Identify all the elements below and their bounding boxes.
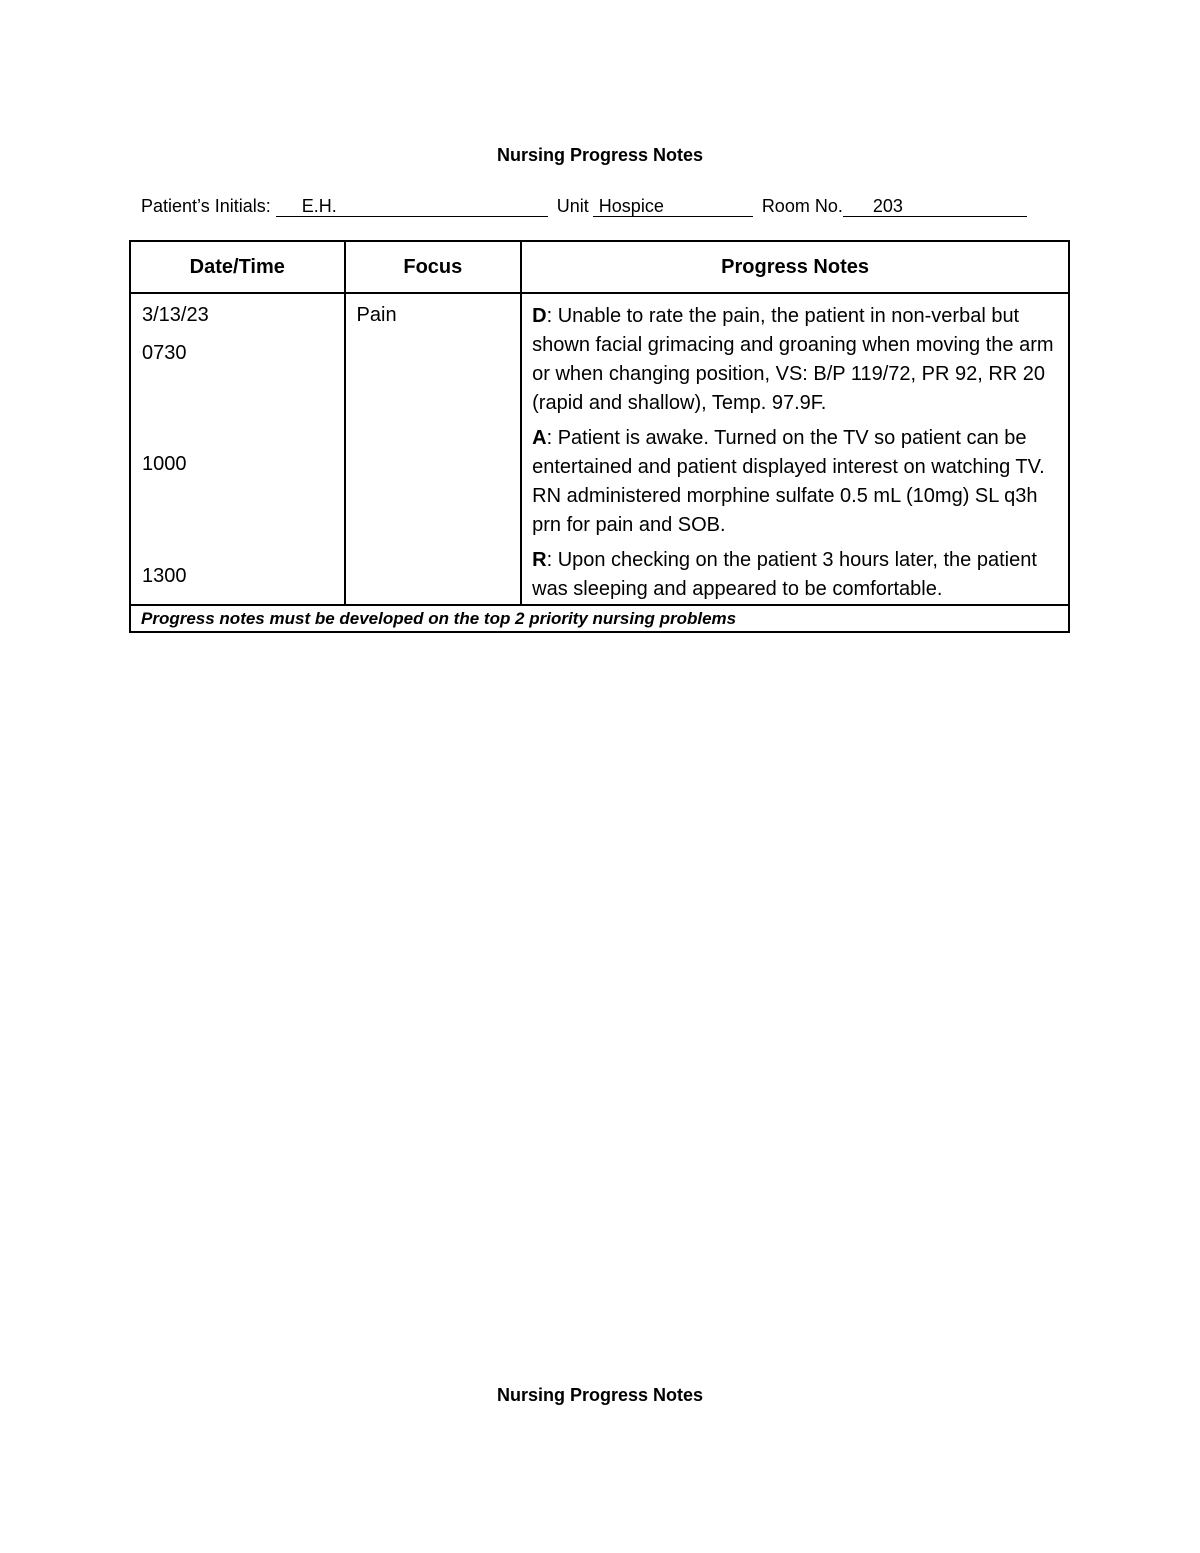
- entry-time-3: 1300: [142, 565, 187, 587]
- table-row: [130, 293, 1069, 605]
- unit-field[interactable]: [593, 196, 753, 217]
- room-label: Room No.: [761, 196, 843, 216]
- progress-notes-table: [129, 240, 1070, 633]
- initials-value: E.H.: [301, 196, 337, 216]
- initials-field[interactable]: [276, 196, 548, 217]
- note-response: [532, 546, 1058, 604]
- note-text-r: : Upon checking on the patient 3 hours later, the patient was sleeping and appeared to be comfortable.: [532, 549, 1037, 600]
- note-text-d: : Unable to rate the pain, the patient in non-verbal but shown facial grimacing and groaning when moving the arm or when changing position, VS: B/P 119/72, PR 92, RR 20 (rapid and shallow), Temp. 97.9F.: [532, 305, 1054, 414]
- date-time-cell: [130, 293, 345, 605]
- header-progress-notes: Progress Notes: [521, 241, 1069, 293]
- note-text-a: : Patient is awake. Turned on the TV so patient can be entertained and patient displayed interest on watching TV. RN administered morphine sulfate 0.5 mL (10mg) SL q3h prn for pain and SOB.: [532, 427, 1045, 536]
- unit-value: Hospice: [598, 196, 664, 216]
- unit-label: Unit: [556, 196, 589, 216]
- header-focus: Focus: [345, 241, 522, 293]
- note-label-a: A: [532, 427, 547, 449]
- header-date-time: Date/Time: [130, 241, 345, 293]
- footer-note: Progress notes must be developed on the top 2 priority nursing problems: [130, 605, 1069, 632]
- progress-notes-cell: [521, 293, 1069, 605]
- note-label-r: R: [532, 549, 547, 571]
- entry-time-2: 1000: [142, 453, 187, 475]
- document-title: Nursing Progress Notes: [496, 145, 704, 165]
- patient-info-line: [141, 196, 1027, 217]
- note-label-d: D: [532, 305, 547, 327]
- page-footer-title: Nursing Progress Notes: [496, 1385, 704, 1405]
- focus-cell: [345, 293, 522, 605]
- room-field[interactable]: [843, 196, 1027, 217]
- focus-value: Pain: [356, 304, 397, 326]
- initials-label: Patient’s Initials:: [141, 196, 271, 216]
- note-action: [532, 424, 1058, 540]
- note-data: [532, 302, 1058, 418]
- entry-date: 3/13/23: [142, 304, 209, 326]
- room-value: 203: [872, 196, 903, 216]
- table-footer-row: [130, 605, 1069, 632]
- table-header-row: [130, 241, 1069, 293]
- entry-time-1: 0730: [142, 342, 187, 364]
